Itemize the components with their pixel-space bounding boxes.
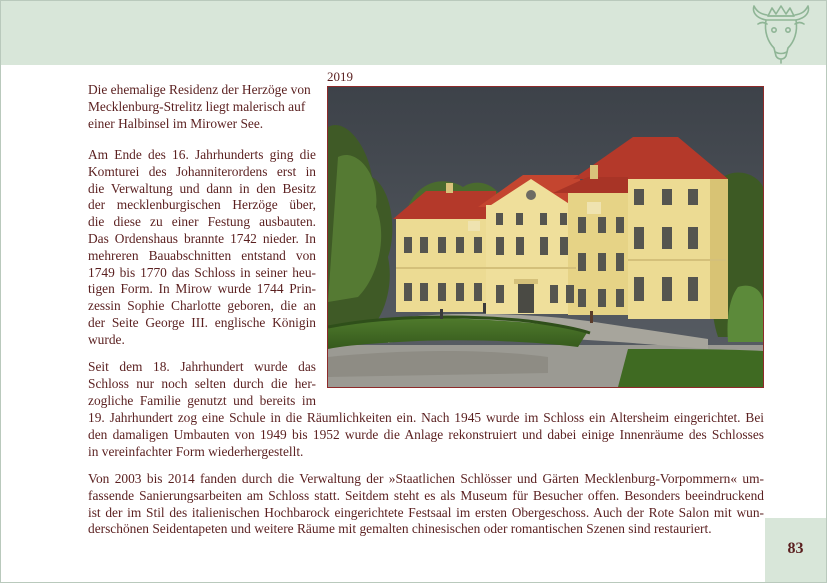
text-line: 19. Jahrhundert zog eine Schule in die Räumlichkeiten ein. Nach 1945 wurde im Schloss ein Altersheim eingerichtet. Bei: [88, 410, 764, 425]
text-line: Die ehemalige Residenz der Herzöge von: [88, 82, 311, 97]
facade-window: [420, 283, 428, 301]
text-line: den damaligen Umbauten von 1949 bis 1952 wurde die Anlage rekonstruiert und dabei einige Innenräume des Schlosses: [88, 426, 764, 442]
text-line: tigen Form. In Mirow wurde 1744 Prin-: [88, 281, 316, 297]
text-line: der Seite George III. englische Königin: [88, 314, 316, 330]
facade-window: [662, 277, 672, 301]
later-history-paragraph-continued: [88, 410, 764, 460]
facade-window: [578, 253, 586, 271]
facade-window: [474, 237, 482, 253]
restoration-paragraph: [88, 471, 764, 538]
facade-window: [634, 277, 644, 301]
facade-window: [578, 289, 586, 307]
facade-window: [578, 217, 586, 233]
facade-window: [560, 213, 567, 225]
facade-window: [662, 189, 672, 205]
facade-window: [560, 237, 568, 255]
text-line: mehreren Bauabschnitten entstand von: [88, 247, 316, 263]
facade-window: [496, 285, 504, 303]
later-history-paragraph-start: [88, 359, 316, 409]
facade-window: [516, 237, 524, 255]
facade-window: [496, 237, 504, 255]
text-line: ist der im Stil des italienischen Hochbarock eingerichtete Festsaal im ersten Obergeschoss. Auch der Rote Salon mit wun-: [88, 504, 764, 520]
text-line: einer Halbinsel im Mirower See.: [88, 115, 264, 131]
facade-window: [496, 213, 503, 225]
facade-window: [598, 253, 606, 271]
text-line: in vereinfachter Form wiederhergestellt.: [88, 443, 304, 459]
bull-head-crest-icon: [748, 2, 814, 64]
facade-window: [688, 277, 698, 301]
text-line: die diese zu einer Festung ausbauten.: [88, 214, 316, 230]
facade-window: [456, 283, 464, 301]
facade-window: [598, 289, 606, 307]
facade-window: [516, 213, 523, 225]
text-line: Seit dem 18. Jahrhundert wurde das: [88, 359, 316, 374]
facade-window: [634, 189, 644, 205]
text-line: Das Ordenshaus brannte 1742 nieder. In: [88, 230, 316, 246]
text-line: Mecklenburg-Strelitz liegt malerisch auf: [88, 98, 306, 114]
facade-window: [688, 227, 698, 249]
text-line: derschönen Seidentapeten und weitere Räume mit gemalten chinesischen oder romantischen Szenen sind restauriert.: [88, 521, 712, 537]
page-number: 83: [787, 540, 804, 557]
facade-window: [540, 213, 547, 225]
history-paragraph: [88, 147, 316, 349]
facade-window: [616, 253, 624, 271]
facade-window: [456, 237, 464, 253]
text-line: fassende Sanierungsarbeiten am Schloss statt. Seitdem steht es als Museum für Besucher offen. Besonders beeindruckend: [88, 487, 764, 503]
text-line: zessin Sophie Charlotte geboren, die an: [88, 298, 316, 314]
facade-window: [420, 237, 428, 253]
facade-window: [616, 217, 624, 233]
text-line: Am Ende des 16. Jahrhunderts ging die: [88, 147, 316, 162]
facade-window: [550, 285, 558, 303]
facade-window: [616, 289, 624, 307]
facade-window: [566, 285, 574, 303]
facade-window: [540, 237, 548, 255]
text-line: zogliche Familie genutzt und bereits im: [88, 392, 316, 408]
text-line: 1749 bis 1770 das Schloss in seiner heu-: [88, 264, 316, 280]
facade-window: [662, 227, 672, 249]
facade-window: [404, 283, 412, 301]
photo-caption: 2019: [327, 69, 353, 84]
facade-window: [438, 283, 446, 301]
facade-window: [404, 237, 412, 253]
text-line: Schloss nur noch selten durch die her-: [88, 375, 316, 391]
facade-window: [438, 237, 446, 253]
text-line: der mecklenburgischen Herzöge über,: [88, 197, 316, 213]
facade-window: [474, 283, 482, 301]
text-line: die Verwaltung und dann in den Besitz: [88, 180, 316, 196]
page-number-box: [765, 518, 826, 582]
facade-window: [634, 227, 644, 249]
text-line: wurde.: [88, 331, 125, 347]
castle-photo: [327, 86, 764, 388]
facade-window: [598, 217, 606, 233]
text-line: Komturei des Johanniterordens erst in: [88, 163, 316, 179]
header-band: [1, 1, 826, 65]
intro-paragraph: [88, 82, 320, 132]
text-line: Von 2003 bis 2014 fanden durch die Verwaltung der »Staatlichen Schlösser und Gärten Mecklenburg-Vorpommern« um-: [88, 471, 764, 486]
facade-window: [688, 189, 698, 205]
